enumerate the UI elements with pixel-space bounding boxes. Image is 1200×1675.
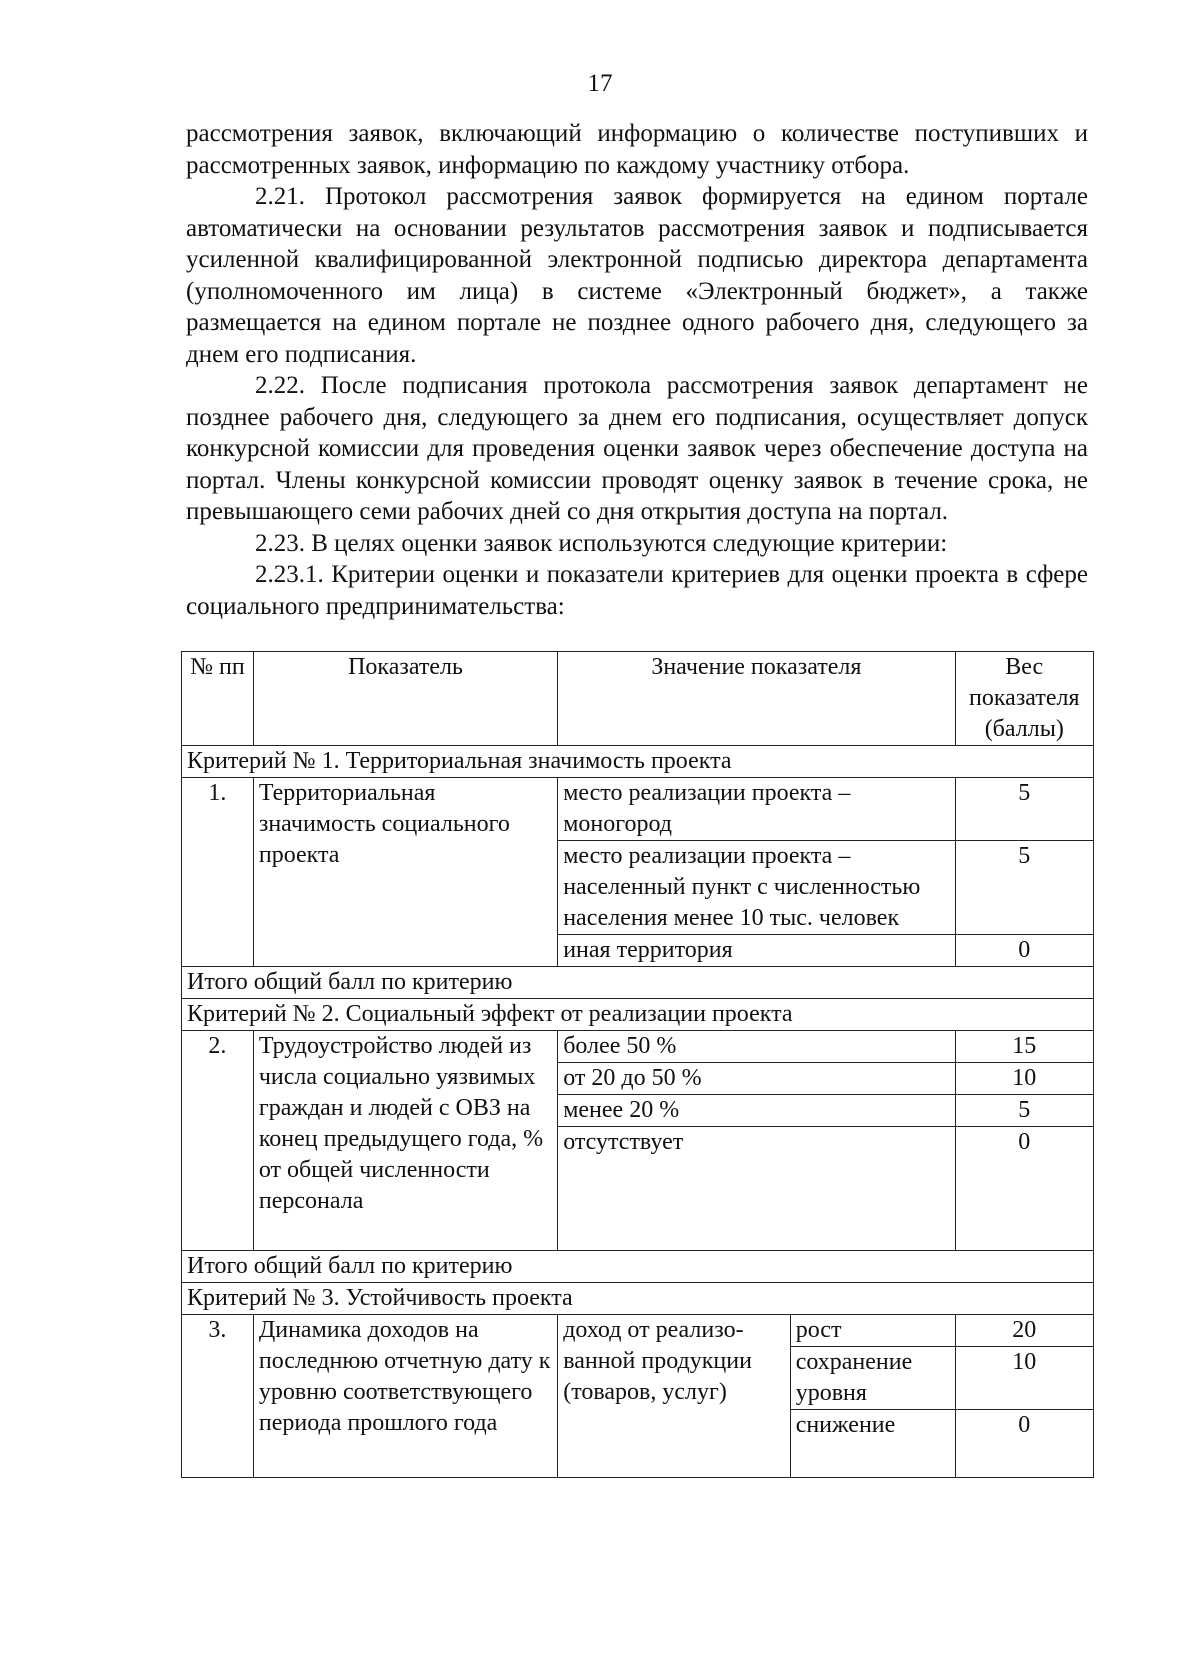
criterion-3-weight-3: 0 bbox=[955, 1410, 1093, 1478]
header-value: Значение показателя bbox=[558, 652, 955, 746]
criterion-3-value-2: сохранение уровня bbox=[790, 1347, 955, 1410]
criterion-3-title: Критерий № 3. Устойчивость проекта bbox=[182, 1283, 1094, 1315]
criterion-2-title-row bbox=[182, 999, 1094, 1031]
criteria-table bbox=[181, 651, 1094, 1478]
paragraph-2-21: 2.21. Протокол рассмотрения заявок формируется на едином портале автоматически на основании результатов рассмотрения заявок и подписывается усиленной квалифицированной электронной подписью директора департамента (уполномоченного им лица) в системе «Электронный бюджет», а также размещается на едином портале не позднее одного рабочего дня, следующего за днем его подписания. bbox=[186, 183, 1088, 368]
criterion-1-num: 1. bbox=[182, 778, 254, 967]
header-num: № пп bbox=[182, 652, 254, 746]
criterion-2-title: Критерий № 2. Социальный эффект от реализации проекта bbox=[182, 999, 1094, 1031]
table-row bbox=[182, 1031, 1094, 1063]
criterion-1-weight-2: 5 bbox=[955, 841, 1093, 935]
criterion-1-total: Итого общий балл по критерию bbox=[182, 967, 1094, 999]
criterion-2-value-1: более 50 % bbox=[558, 1031, 955, 1063]
criterion-2-total-row bbox=[182, 1251, 1094, 1283]
criterion-2-total: Итого общий балл по критерию bbox=[182, 1251, 1094, 1283]
criterion-2-value-2: от 20 до 50 % bbox=[558, 1063, 955, 1095]
header-weight: Вес показателя (баллы) bbox=[955, 652, 1093, 746]
criterion-2-weight-4: 0 bbox=[955, 1127, 1093, 1251]
table-header-row bbox=[182, 652, 1094, 746]
criterion-1-indicator: Территориальная значимость социального проекта bbox=[253, 778, 557, 967]
paragraph-2-23: 2.23. В целях оценки заявок используются следующие критерии: bbox=[255, 529, 948, 557]
criterion-3-value-3: снижение bbox=[790, 1410, 955, 1478]
criterion-1-total-row bbox=[182, 967, 1094, 999]
criterion-1-value-1: место реализации проекта – моногород bbox=[558, 778, 955, 841]
criterion-2-indicator: Трудоустройство людей из числа социально уязвимых граждан и людей с ОВЗ на конец предыдущего года, % от общей численности персонала bbox=[253, 1031, 557, 1251]
criterion-2-weight-2: 10 bbox=[955, 1063, 1093, 1095]
criterion-1-weight-1: 5 bbox=[955, 778, 1093, 841]
page-number: 17 bbox=[587, 70, 613, 97]
paragraph-2-23-1: 2.23.1. Критерии оценки и показатели критериев для оценки проекта в сфере социального предпринимательства: bbox=[186, 561, 1088, 620]
table-row bbox=[182, 778, 1094, 841]
criterion-3-weight-2: 10 bbox=[955, 1347, 1093, 1410]
header-indicator: Показатель bbox=[253, 652, 557, 746]
criterion-1-weight-3: 0 bbox=[955, 935, 1093, 967]
criterion-3-num: 3. bbox=[182, 1315, 254, 1478]
paragraph-1: рассмотрения заявок, включающий информацию о количестве поступивших и рассмотренных заявок, информацию по каждому участнику отбора. bbox=[186, 120, 1088, 179]
criterion-2-value-4: отсутствует bbox=[558, 1127, 955, 1251]
criterion-1-value-2: место реализации проекта – населенный пункт с численностью населения менее 10 тыс. человек bbox=[558, 841, 955, 935]
criterion-2-value-3: менее 20 % bbox=[558, 1095, 955, 1127]
criterion-3-value-1: рост bbox=[790, 1315, 955, 1347]
criterion-2-weight-1: 15 bbox=[955, 1031, 1093, 1063]
body-text bbox=[186, 118, 1088, 622]
criterion-1-title-row bbox=[182, 746, 1094, 778]
criterion-3-indicator: Динамика доходов на последнюю отчетную дату к уровню соответствующего периода прошлого года bbox=[253, 1315, 557, 1478]
criterion-3-title-row bbox=[182, 1283, 1094, 1315]
criterion-3-value-main: доход от реализованной продукции (товаров, услуг) bbox=[558, 1315, 790, 1478]
criterion-2-num: 2. bbox=[182, 1031, 254, 1251]
criterion-1-value-3: иная территория bbox=[558, 935, 955, 967]
criterion-1-title: Критерий № 1. Территориальная значимость проекта bbox=[182, 746, 1094, 778]
criterion-3-weight-1: 20 bbox=[955, 1315, 1093, 1347]
criterion-2-weight-3: 5 bbox=[955, 1095, 1093, 1127]
paragraph-2-22: 2.22. После подписания протокола рассмотрения заявок департамент не позднее рабочего дня, следующего за днем его подписания, осуществляет допуск конкурсной комиссии для проведения оценки заявок через обеспечение доступа на портал. Члены конкурсной комиссии проводят оценку заявок в течение срока, не превышающего семи рабочих дней со дня открытия доступа на портал. bbox=[186, 372, 1088, 525]
table-row bbox=[182, 1315, 1094, 1347]
